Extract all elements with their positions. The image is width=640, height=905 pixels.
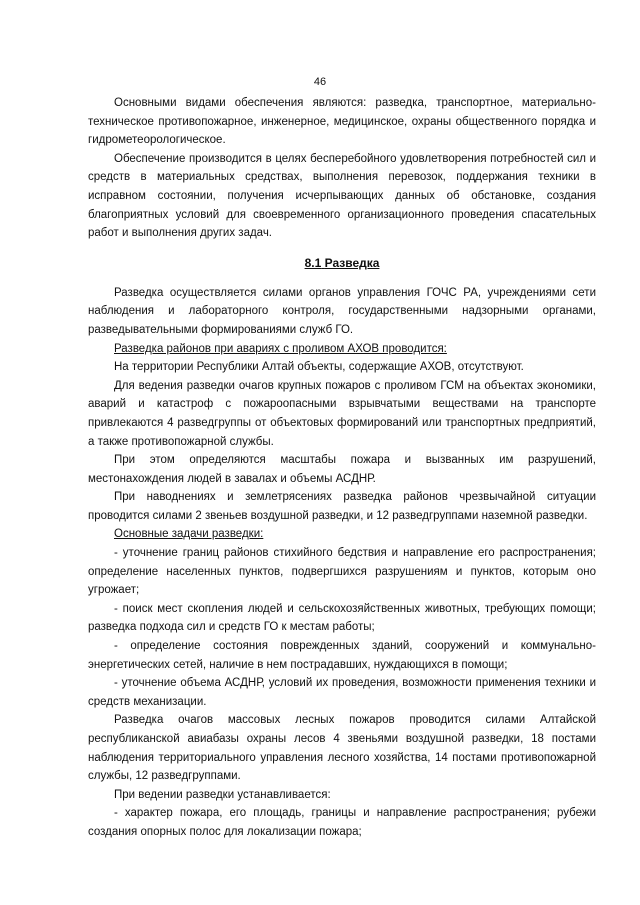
task-list-item: - уточнение объема АСДНР, условий их проведения, возможности применения техники и средств механизации. xyxy=(88,677,596,708)
reconnaissance-list-item: - характер пожара, его площадь, границы и направление распространения; рубежи создания опорных полос для локализации пожара; xyxy=(88,807,596,838)
paragraph: Для ведения разведки очагов крупных пожаров с проливом ГСМ на объектах экономики, аварий и катастроф с пожароопасными взрывчатыми веществами на транспорте привлекаются 4 разведгруппы от объектовых формирований или транспортных предприятий, а также противопожарной службы. xyxy=(88,379,596,448)
section-number: 8.1 xyxy=(304,255,322,270)
paragraph: При ведении разведки устанавливается: xyxy=(114,788,331,801)
paragraph: При наводнениях и землетрясениях разведка районов чрезвычайной ситуации проводится силами 2 звеньев воздушной разведки, и 12 разведгруппами наземной разведки. xyxy=(88,491,596,522)
sub-heading-ahov: Разведка районов при авариях с проливом АХОВ проводится: xyxy=(114,342,447,355)
body-text xyxy=(88,94,596,842)
task-list-item: - уточнение границ районов стихийного бедствия и направление его распространения; определение населенных пунктов, подвергшихся разрушениям и пунктов, которым оно угрожает; xyxy=(88,547,596,597)
paragraph: Разведка очагов массовых лесных пожаров проводится силами Алтайской республиканской авиабазы охраны лесов 4 звеньями воздушной разведки, 18 постами наблюдения территориального управления лесного хозяйства, 14 постами противопожарной службы, 12 разведгруппами. xyxy=(88,714,596,783)
paragraph: Разведка осуществляется силами органов управления ГОЧС РА, учреждениями сети наблюдения и лабораторного контроля, государственными надзорными органами, разведывательными формированиями служб ГО. xyxy=(88,286,596,336)
intro-paragraph: Основными видами обеспечения являются: разведка, транспортное, материально-техническое противопожарное, инженерное, медицинское, охраны общественного порядка и гидрометеорологическое. xyxy=(88,97,596,147)
task-list-item: - определение состояния поврежденных зданий, сооружений и коммунально-энергетических сетей, наличие в нем пострадавших, нуждающихся в помощи; xyxy=(88,640,596,671)
section-title: Разведка xyxy=(324,255,380,270)
section-heading xyxy=(88,254,596,272)
page-number: 46 xyxy=(313,76,327,88)
task-list-item: - поиск мест скопления людей и сельскохозяйственных животных, требующих помощи; разведка подхода сил и средств ГО к местам работы; xyxy=(88,602,596,634)
intro-paragraph: Обеспечение производится в целях бесперебойного удовлетворения потребностей сил и средств в материальных средствах, выполнения перевозок, поддержания техники в исправном состоянии, получения исчерпывающих данных об обстановке, создания благоприятных условий для своевременного организационного проведения спасательных работ и выполнения других задач. xyxy=(88,152,596,240)
paragraph: На территории Республики Алтай объекты, содержащие АХОВ, отсутствуют. xyxy=(114,361,524,374)
paragraph: При этом определяются масштабы пожара и вызванных им разрушений, местонахождения людей в завалах и объемы АСДНР. xyxy=(88,454,596,485)
sub-heading-tasks: Основные задачи разведки: xyxy=(114,528,264,541)
